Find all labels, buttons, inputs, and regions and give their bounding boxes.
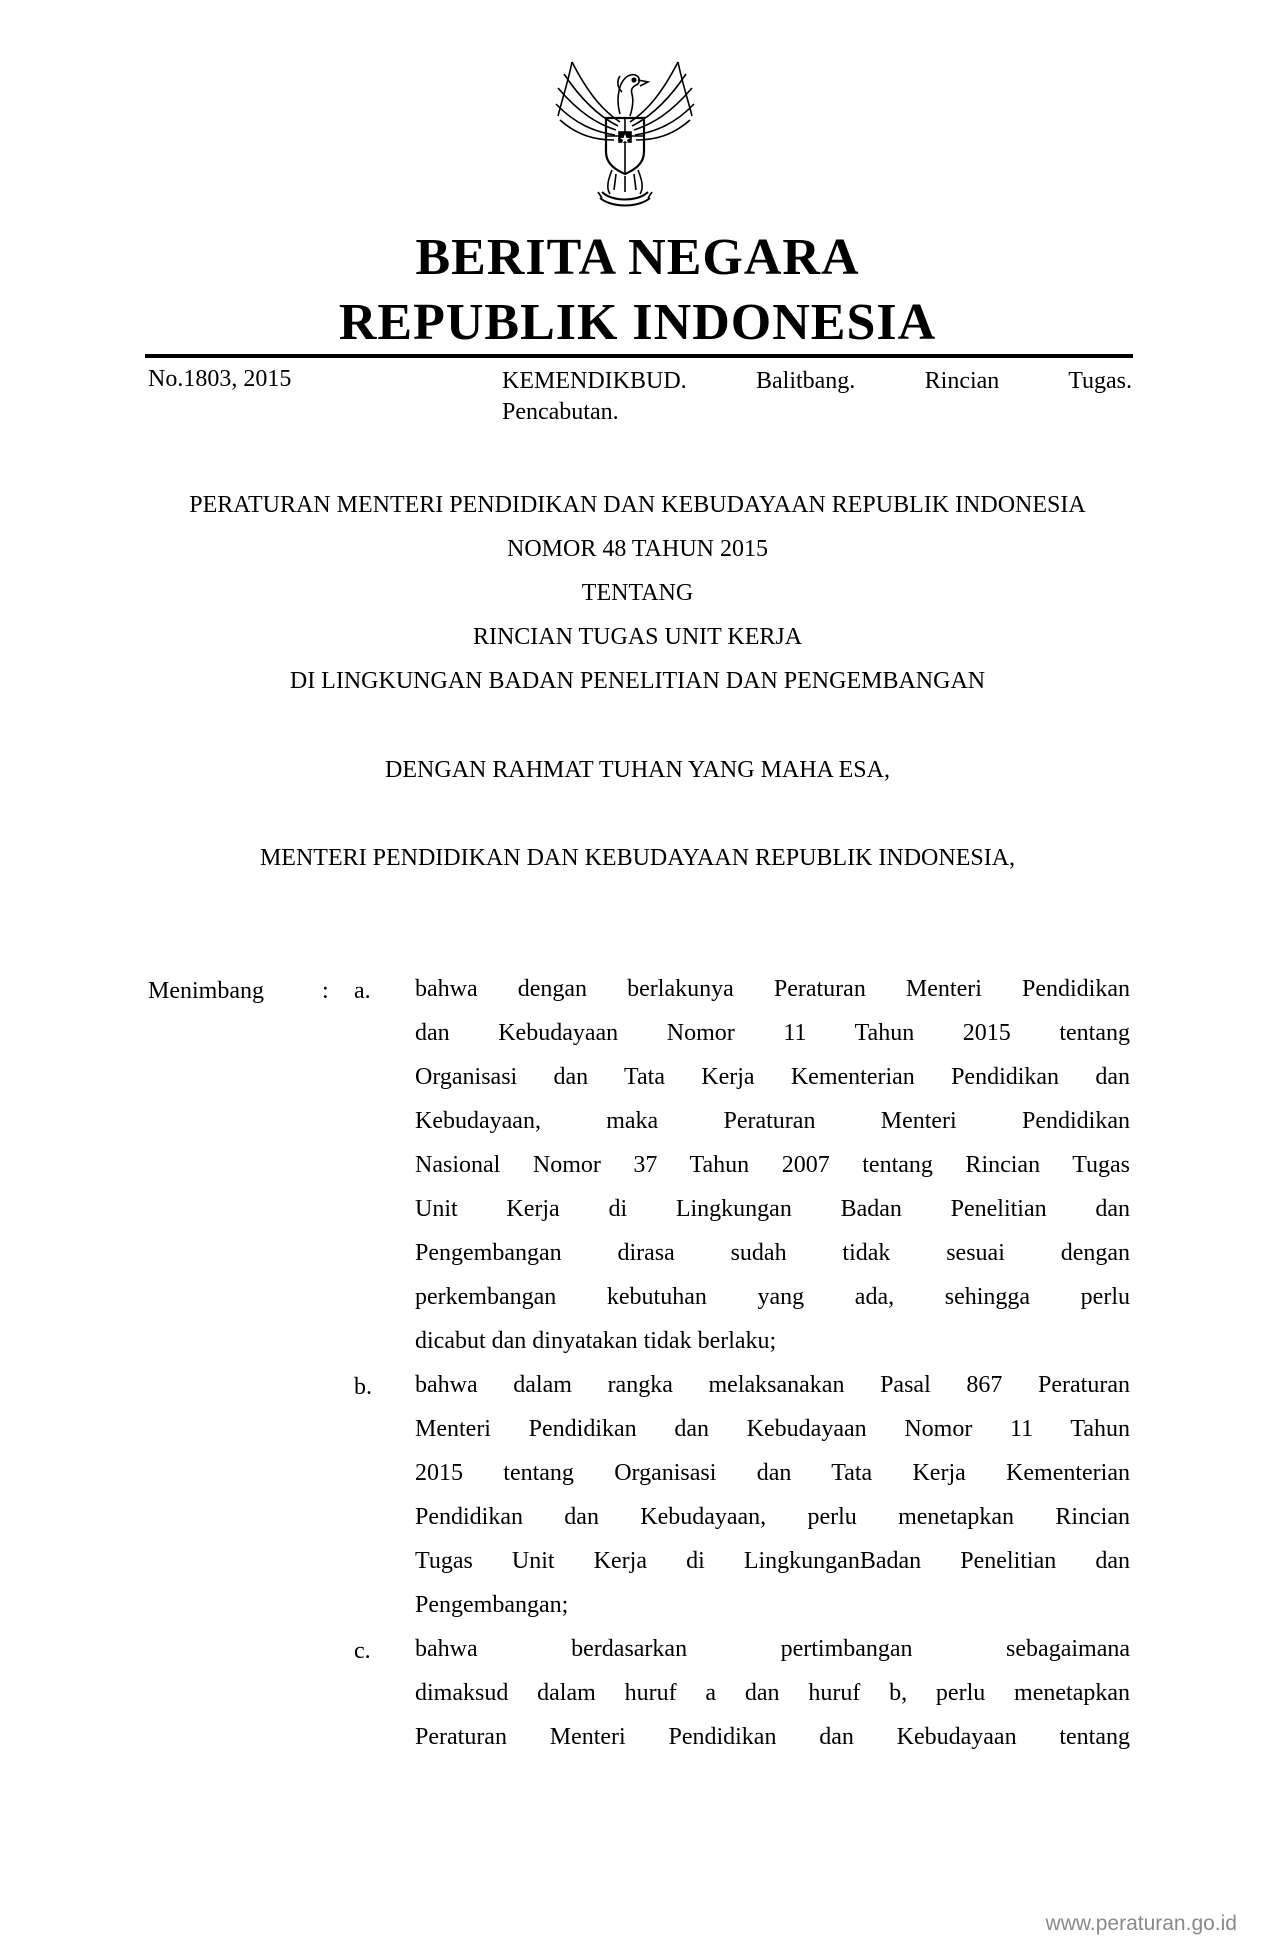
- gazette-title-line1: BERITA NEGARA: [415, 229, 860, 286]
- topic-word: KEMENDIKBUD.: [502, 368, 687, 394]
- gazette-topic: [502, 366, 1132, 428]
- item-line: dicabut dan dinyatakan tidak berlaku;: [415, 1328, 777, 1354]
- website-footer: www.peraturan.go.id: [1045, 1912, 1237, 1935]
- item-line: Kebudayaan, maka Peraturan Menteri Pendidikan: [415, 1108, 1130, 1134]
- considering-label: Menimbang: [148, 978, 264, 1004]
- authority-line: MENTERI PENDIDIKAN DAN KEBUDAYAAN REPUBLIK INDONESIA,: [259, 845, 1016, 871]
- item-line: bahwa dalam rangka melaksanakan Pasal 867 Peraturan: [415, 1372, 1130, 1398]
- gazette-topic-line2: Pencabutan.: [502, 399, 619, 425]
- item-line: bahwa berdasarkan pertimbangan sebagaimana: [415, 1636, 1130, 1662]
- item-line: Organisasi dan Tata Kerja Kementerian Pendidikan dan: [415, 1064, 1130, 1090]
- item-c-letter: c.: [354, 1638, 371, 1664]
- item-c-body: [415, 1627, 1130, 1759]
- gazette-topic-line1: [502, 366, 1132, 397]
- item-line: perkembangan kebutuhan yang ada, sehingga perlu: [415, 1284, 1130, 1310]
- considering-colon: :: [322, 978, 329, 1004]
- gazette-number: No.1803, 2015: [148, 366, 292, 392]
- item-a-body: [415, 967, 1130, 1363]
- regulation-about: TENTANG: [581, 580, 694, 606]
- item-b-body: [415, 1363, 1130, 1627]
- topic-word: Tugas.: [1068, 368, 1132, 394]
- item-line: Nasional Nomor 37 Tahun 2007 tentang Rincian Tugas: [415, 1152, 1130, 1178]
- item-line: bahwa dengan berlakunya Peraturan Menteri Pendidikan: [415, 976, 1130, 1002]
- regulation-subject-line2: DI LINGKUNGAN BADAN PENELITIAN DAN PENGEMBANGAN: [289, 668, 986, 694]
- item-line: dimaksud dalam huruf a dan huruf b, perlu menetapkan: [415, 1680, 1130, 1706]
- regulation-number: NOMOR 48 TAHUN 2015: [507, 536, 768, 562]
- item-b-letter: b.: [354, 1374, 372, 1400]
- regulation-title: PERATURAN MENTERI PENDIDIKAN DAN KEBUDAYAAN REPUBLIK INDONESIA: [189, 492, 1086, 518]
- gazette-title-line2: REPUBLIK INDONESIA: [338, 294, 937, 351]
- item-line: Menteri Pendidikan dan Kebudayaan Nomor 11 Tahun: [415, 1416, 1130, 1442]
- topic-word: Rincian: [924, 368, 1000, 394]
- item-line: Peraturan Menteri Pendidikan dan Kebudayaan tentang: [415, 1724, 1130, 1750]
- item-line: Pendidikan dan Kebudayaan, perlu menetapkan Rincian: [415, 1504, 1130, 1530]
- item-line: dan Kebudayaan Nomor 11 Tahun 2015 tentang: [415, 1020, 1130, 1046]
- topic-word: Balitbang.: [755, 368, 856, 394]
- item-line: Pengembangan;: [415, 1592, 569, 1618]
- item-a-letter: a.: [354, 978, 371, 1004]
- item-line: Unit Kerja di Lingkungan Badan Penelitian dan: [415, 1196, 1130, 1222]
- item-line: 2015 tentang Organisasi dan Tata Kerja Kementerian: [415, 1460, 1130, 1486]
- blessing-line: DENGAN RAHMAT TUHAN YANG MAHA ESA,: [385, 757, 890, 783]
- header-divider: [145, 354, 1133, 358]
- garuda-emblem: [550, 52, 700, 212]
- regulation-subject-line1: RINCIAN TUGAS UNIT KERJA: [472, 624, 803, 650]
- item-line: Pengembangan dirasa sudah tidak sesuai dengan: [415, 1240, 1130, 1266]
- item-line: Tugas Unit Kerja di LingkunganBadan Penelitian dan: [415, 1548, 1130, 1574]
